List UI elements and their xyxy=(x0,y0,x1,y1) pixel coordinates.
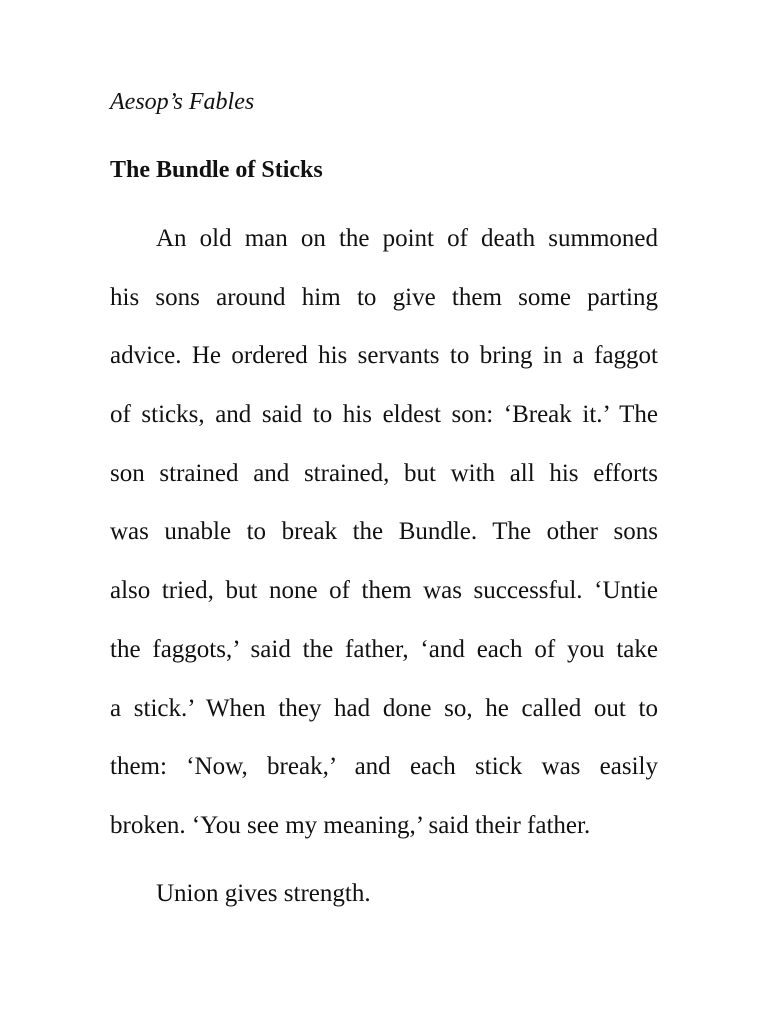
paragraph-line: son strained and strained, but with all his efforts xyxy=(110,459,658,487)
paragraph-line: was unable to break the Bundle. The other sons xyxy=(110,518,658,546)
paragraph-line: a stick.’ When they had done so, he called out to xyxy=(110,694,658,722)
paragraph-line: An old man on the point of death summoned xyxy=(156,225,658,252)
paragraph-line: also tried, but none of them was successful. ‘Untie xyxy=(110,577,658,605)
fable-moral: Union gives strength. xyxy=(156,880,371,907)
paragraph-line: broken. ‘You see my meaning,’ said their father. xyxy=(110,811,591,839)
paragraph-line: them: ‘Now, break,’ and each stick was easily xyxy=(110,753,658,781)
paragraph-line: of sticks, and said to his eldest son: ‘Break it.’ The xyxy=(110,401,658,429)
paragraph-line: advice. He ordered his servants to bring in a faggot xyxy=(110,342,658,370)
paragraph-line: the faggots,’ said the father, ‘and each of you take xyxy=(110,635,658,663)
fable-paragraph xyxy=(110,223,658,869)
fable-title: The Bundle of Sticks xyxy=(110,157,323,183)
collection-title: Aesop’s Fables xyxy=(110,89,255,115)
paragraph-line: his sons around him to give them some parting xyxy=(110,283,658,311)
